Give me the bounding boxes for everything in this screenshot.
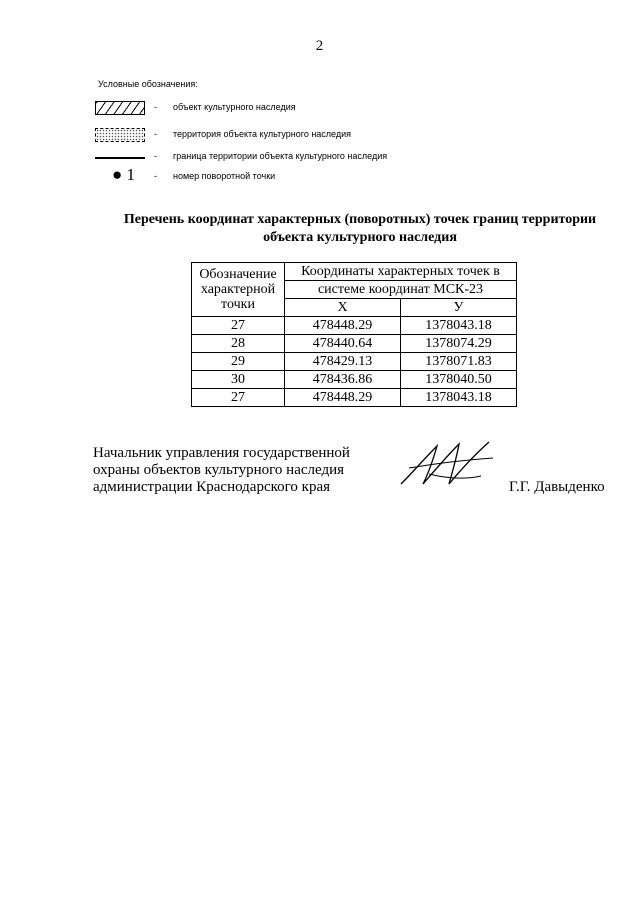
header-designation: Обозначение характерной точки [192,263,285,317]
point-cell: 27 [192,389,285,407]
x-cell: 478448.29 [285,317,401,335]
header-coordinates: Координаты характерных точек в [285,263,517,281]
legend-text: граница территории объекта культурного наследия [173,151,388,161]
table-row [192,335,517,353]
legend-dash: - [154,129,157,139]
signatory-position: Начальник управления государственной охраны объектов культурного наследия администрации Краснодарского края [93,445,350,495]
x-cell: 478436.86 [285,371,401,389]
y-cell: 1378040.50 [401,371,517,389]
hatched-box-icon [95,101,145,115]
table-row [192,389,517,407]
point-cell: 28 [192,335,285,353]
point-cell: 29 [192,353,285,371]
legend-text: номер поворотной точки [173,171,276,181]
heading-line-2: объекта культурного наследия [263,230,457,245]
handwritten-signature-icon [393,434,498,496]
legend-dash: - [154,171,157,181]
x-cell: 478448.29 [285,389,401,407]
y-cell: 1378043.18 [401,389,517,407]
header-x: Х [285,299,401,317]
legend-text: территория объекта культурного наследия [173,129,352,139]
legend-item-point [95,165,425,186]
legend-item-object [95,101,425,117]
dotted-box-icon [95,128,145,142]
legend-text: объект культурного наследия [173,102,296,112]
y-cell: 1378074.29 [401,335,517,353]
point-cell: 30 [192,371,285,389]
point-marker-icon: ● 1 [112,165,136,184]
legend-item-territory [95,128,425,144]
heading-line-1: Перечень координат характерных (поворотных) точек границ территории [123,212,597,227]
table-row [192,353,517,371]
legend-dash: - [154,102,157,112]
x-cell: 478440.64 [285,335,401,353]
table-row [192,371,517,389]
solid-line-icon [95,157,145,159]
table-row [192,317,517,335]
legend-item-boundary [95,150,425,166]
y-cell: 1378071.83 [401,353,517,371]
y-cell: 1378043.18 [401,317,517,335]
legend-title: Условные обозначения: [98,79,198,89]
coordinates-table [191,262,517,407]
page-number: 2 [315,38,324,54]
signatory-name: Г.Г. Давыденко [509,479,605,495]
x-cell: 478429.13 [285,353,401,371]
header-coordinates-system: системе координат МСК-23 [285,281,517,299]
point-cell: 27 [192,317,285,335]
document-heading [70,211,639,247]
legend-dash: - [154,151,157,161]
header-y: У [401,299,517,317]
